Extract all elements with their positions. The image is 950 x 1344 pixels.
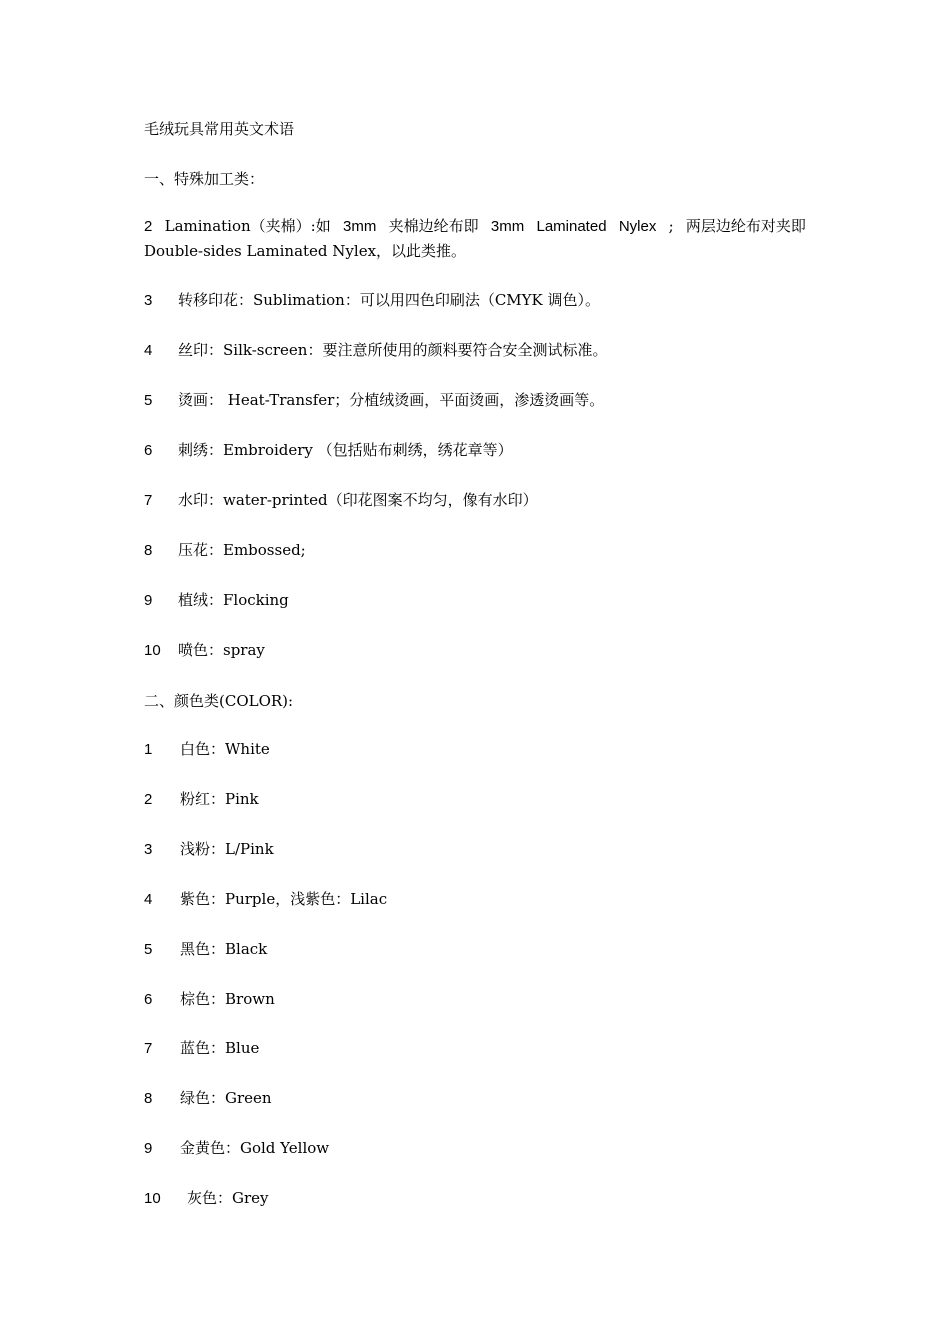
- item-text: 紫色：Purple，浅紫色：Lilac: [180, 890, 388, 908]
- term-item-silk-screen: [144, 338, 814, 363]
- item-number: 10: [144, 1190, 161, 1207]
- color-item-gold-yellow: [144, 1136, 814, 1161]
- item-text-part: ;: [668, 217, 674, 235]
- item-text: 灰色：Grey: [187, 1189, 269, 1207]
- item-text-part: Laminated: [536, 218, 607, 235]
- term-item-lamination-line1: [144, 214, 806, 239]
- item-text-part: 夹棉边纶布即: [388, 217, 479, 235]
- term-item-embroidery: [144, 438, 814, 463]
- item-text: 绿色：Green: [180, 1089, 272, 1107]
- color-item-green: [144, 1086, 814, 1111]
- item-text-part: 两层边纶布对夹即: [685, 217, 806, 235]
- document-title: 毛绒玩具常用英文术语: [144, 120, 295, 138]
- item-text-part: Nylex: [618, 218, 657, 235]
- item-number: 4: [144, 342, 153, 359]
- item-number: 5: [144, 941, 153, 958]
- term-item-water-printed: [144, 488, 814, 513]
- color-item-white: [144, 737, 814, 762]
- item-text: 白色：White: [180, 740, 270, 758]
- section-heading-special-processing: 一、特殊加工类：: [144, 170, 265, 188]
- term-item-heat-transfer: [144, 388, 814, 413]
- item-text: 浅粉：L/Pink: [180, 840, 274, 858]
- item-number: 7: [144, 492, 153, 509]
- item-number: 6: [144, 442, 153, 459]
- item-text: 转移印花：Sublimation：可以用四色印刷法（CMYK 调色）。: [178, 291, 601, 309]
- item-number: 3: [144, 292, 153, 309]
- item-text: 刺绣：Embroidery （包括贴布刺绣，绣花章等）: [178, 441, 513, 459]
- item-text: 植绒：Flocking: [178, 591, 289, 609]
- section-heading-color: 二、颜色类(COLOR):: [144, 692, 294, 710]
- color-item-blue: [144, 1036, 814, 1061]
- item-text-part: 3mm: [342, 218, 377, 235]
- item-number: 4: [144, 891, 153, 908]
- item-number: 3: [144, 841, 153, 858]
- item-number: 9: [144, 1140, 153, 1157]
- item-number: 7: [144, 1040, 153, 1057]
- item-text-part: Lamination（夹棉）:如: [164, 217, 331, 235]
- item-number: 8: [144, 542, 153, 559]
- color-item-grey: [144, 1186, 814, 1211]
- color-item-light-pink: [144, 837, 814, 862]
- item-number: 9: [144, 592, 153, 609]
- term-item-sublimation: [144, 288, 814, 313]
- item-number: 2: [144, 791, 153, 808]
- item-text: 黑色：Black: [180, 940, 268, 958]
- color-item-brown: [144, 987, 814, 1012]
- item-text: 蓝色：Blue: [180, 1039, 260, 1057]
- color-item-pink: [144, 787, 814, 812]
- item-number: 2: [144, 218, 153, 235]
- item-text: 烫画： Heat-Transfer；分植绒烫画，平面烫画，渗透烫画等。: [178, 391, 605, 409]
- item-text: 丝印：Silk-screen：要注意所使用的颜料要符合安全测试标准。: [178, 341, 608, 359]
- term-item-embossed: [144, 538, 814, 563]
- item-text: 喷色：spray: [178, 641, 265, 659]
- item-text: 棕色：Brown: [180, 990, 275, 1008]
- item-number: 5: [144, 392, 153, 409]
- item-number: 1: [144, 741, 153, 758]
- item-text-part: 3mm: [490, 218, 525, 235]
- item-text: 粉红：Pink: [180, 790, 259, 808]
- item-text: 金黄色：Gold Yellow: [180, 1139, 330, 1157]
- item-text: 水印：water-printed（印花图案不均匀，像有水印）: [178, 491, 538, 509]
- term-item-flocking: [144, 588, 814, 613]
- item-number: 8: [144, 1090, 153, 1107]
- item-text: 压花：Embossed;: [178, 541, 306, 559]
- term-item-lamination-line2: Double-sides Laminated Nylex，以此类推。: [144, 242, 467, 260]
- color-item-black: [144, 937, 814, 962]
- item-number: 6: [144, 991, 153, 1008]
- color-item-purple: [144, 887, 814, 912]
- term-item-spray: [144, 638, 814, 663]
- item-number: 10: [144, 642, 161, 659]
